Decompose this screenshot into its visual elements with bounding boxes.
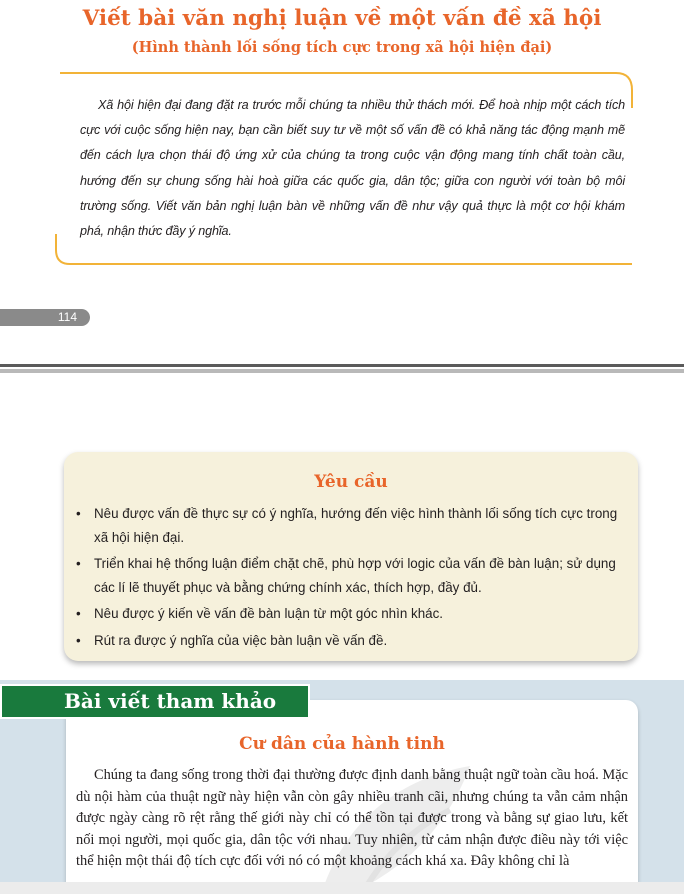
page-divider: [0, 364, 684, 367]
requirement-item: [76, 602, 634, 626]
requirement-item: [76, 629, 634, 653]
page-title: Viết bài văn nghị luận về một vấn đề xã hội: [82, 6, 602, 31]
page-divider-shadow: [0, 369, 684, 373]
requirement-text: Nêu được vấn đề thực sự có ý nghĩa, hướng đến việc hình thành lối sống tích cực trong xã hội hiện đại.: [94, 506, 618, 545]
reference-tab-label: Bài viết tham khảo: [0, 684, 310, 719]
requirement-text: Nêu được ý kiến về vấn đề bàn luận từ một góc nhìn khác.: [94, 606, 444, 621]
intro-paragraph: Xã hội hiện đại đang đặt ra trước mỗi chúng ta nhiều thử thách mới. Để hoà nhịp một cách tích cực với cuộc sống hiện nay, bạn cần biết suy tư về một số vấn đề có khả năng tác động mạnh mẽ đến cách lựa chọn thái độ ứng xử của chúng ta trong cuộc vận động mang tính chất toàn cầu, hướng đến sự chung sống hài hoà giữa các quốc gia, dân tộc; giữa con người với toàn bộ môi trường sống. Viết văn bản nghị luận bàn về những vấn đề như vậy quả thực là một cơ hội khám phá, nhận thức đầy ý nghĩa.: [80, 98, 625, 239]
bullet-icon: •: [76, 632, 81, 648]
essay-title: Cư dân của hành tinh: [239, 734, 445, 754]
requirement-text: Rút ra được ý nghĩa của việc bàn luận về vấn đề.: [94, 632, 388, 648]
essay-paragraph: Chúng ta đang sống trong thời đại thường được định danh bằng thuật ngữ toàn cầu hoá. Mặc dù nội hàm của thuật ngữ này hiện vẫn còn gây nhiều tranh cãi, nhưng chúng ta vẫn cảm nhận được ngày càng rõ rệt rằng thế giới này chỉ có thể tồn tại được trong và bằng sự giao lưu, kết nối mọi người, mọi quốc gia, dân tộc với nhau. Tuy nhiên, từ cảm nhận được điều này tới việc thể hiện một thái độ tích cực đối với nó có một khoảng cách khá xa. Đây không chỉ là: [76, 767, 628, 870]
requirements-list: [76, 502, 634, 655]
page-subtitle: (Hình thành lối sống tích cực trong xã hội hiện đại): [131, 39, 553, 56]
requirement-item: [76, 502, 634, 549]
bullet-icon: •: [76, 606, 81, 621]
requirements-box: [64, 452, 638, 661]
bullet-icon: •: [76, 506, 81, 521]
bottom-page-edge: [0, 882, 684, 894]
bullet-icon: •: [76, 556, 81, 571]
requirement-item: [76, 552, 634, 599]
requirements-title: Yêu cầu: [314, 472, 388, 492]
requirement-text: Triển khai hệ thống luận điểm chặt chẽ, phù hợp với logic của vấn đề bàn luận; sử dụng các lí lẽ thuyết phục và bằng chứng chính xác, thích hợp, đầy đủ.: [94, 556, 616, 595]
page-number-badge: 114: [0, 309, 90, 326]
